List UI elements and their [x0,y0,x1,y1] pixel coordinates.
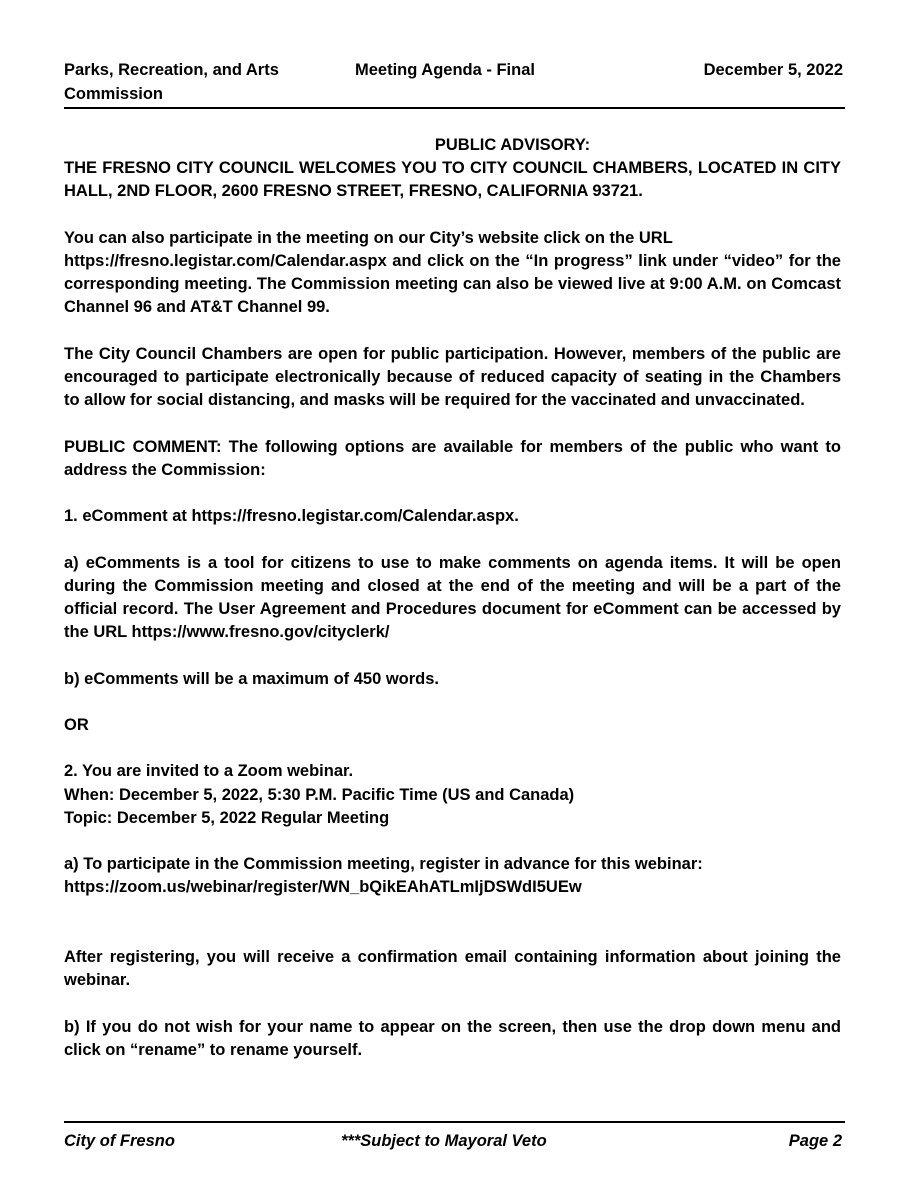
rename-instructions: b) If you do not wish for your name to appear on the screen, then use the drop down menu and click on “rename” to rename yourself. [64,1017,841,1059]
page-footer [64,1129,842,1155]
page-header [64,58,843,108]
chambers-text: The City Council Chambers are open for public participation. However, members of the public are encouraged to participate electronically because of reduced capacity of seating in the Chambers to allow for social distancing, and masks will be required for the vaccinated and unvaccinated. [64,344,841,410]
participate-details: https://fresno.legistar.com/Calendar.aspx and click on the “In progress” link under “video” for the corresponding meeting. The Commission meeting can also be viewed live at 9:00 A.M. on Comcast Channel 96 and AT&T Channel 99. [64,252,841,317]
zoom-topic: Topic: December 5, 2022 Regular Meeting [64,808,390,827]
agenda-body [64,134,841,1062]
meeting-date: December 5, 2022 [703,61,843,79]
zoom-when: When: December 5, 2022, 5:30 P.M. Pacific Time (US and Canada) [64,785,575,804]
footer-city: City of Fresno [64,1132,175,1150]
advisory-text: THE FRESNO CITY COUNCIL WELCOMES YOU TO CITY COUNCIL CHAMBERS, LOCATED IN CITY HALL, 2ND FLOOR, 2600 FRESNO STREET, FRESNO, CALIFORNIA 93721. [64,159,841,201]
zoom-register-url: https://zoom.us/webinar/register/WN_bQikEAhATLmIjDSWdI5UEw [64,878,582,897]
agenda-title: Meeting Agenda - Final [355,61,535,79]
header-divider [64,107,845,109]
participate-intro: You can also participate in the meeting on our City’s website click on the URL [64,228,673,247]
after-registering-text: After registering, you will receive a confirmation email containing information about joining the webinar. [64,947,841,990]
public-comment-text: PUBLIC COMMENT: The following options are available for members of the public who want to address the Commission: [64,437,841,479]
zoom-option: 2. You are invited to a Zoom webinar. [64,762,354,781]
footer-divider [64,1121,845,1123]
ecomment-description: a) eComments is a tool for citizens to use to make comments on agenda items. It will be open during the Commission meeting and closed at the end of the meeting and will be a part of the official record. The User Agreement and Procedures document for eComment can be accessed by the URL https://www.fresno.gov/cityclerk/ [64,553,841,642]
page-number: Page 2 [788,1132,842,1150]
ecomment-option: 1. eComment at https://fresno.legistar.com/Calendar.aspx. [64,507,519,526]
commission-name: Parks, Recreation, and Arts Commission [64,61,279,103]
advisory-title: PUBLIC ADVISORY: [434,136,591,154]
footer-veto-note: ***Subject to Mayoral Veto [341,1132,547,1150]
zoom-register-intro: a) To participate in the Commission meeting, register in advance for this webinar: [64,855,703,874]
ecomment-word-limit: b) eComments will be a maximum of 450 words. [64,669,440,688]
or-separator: OR [64,715,89,734]
